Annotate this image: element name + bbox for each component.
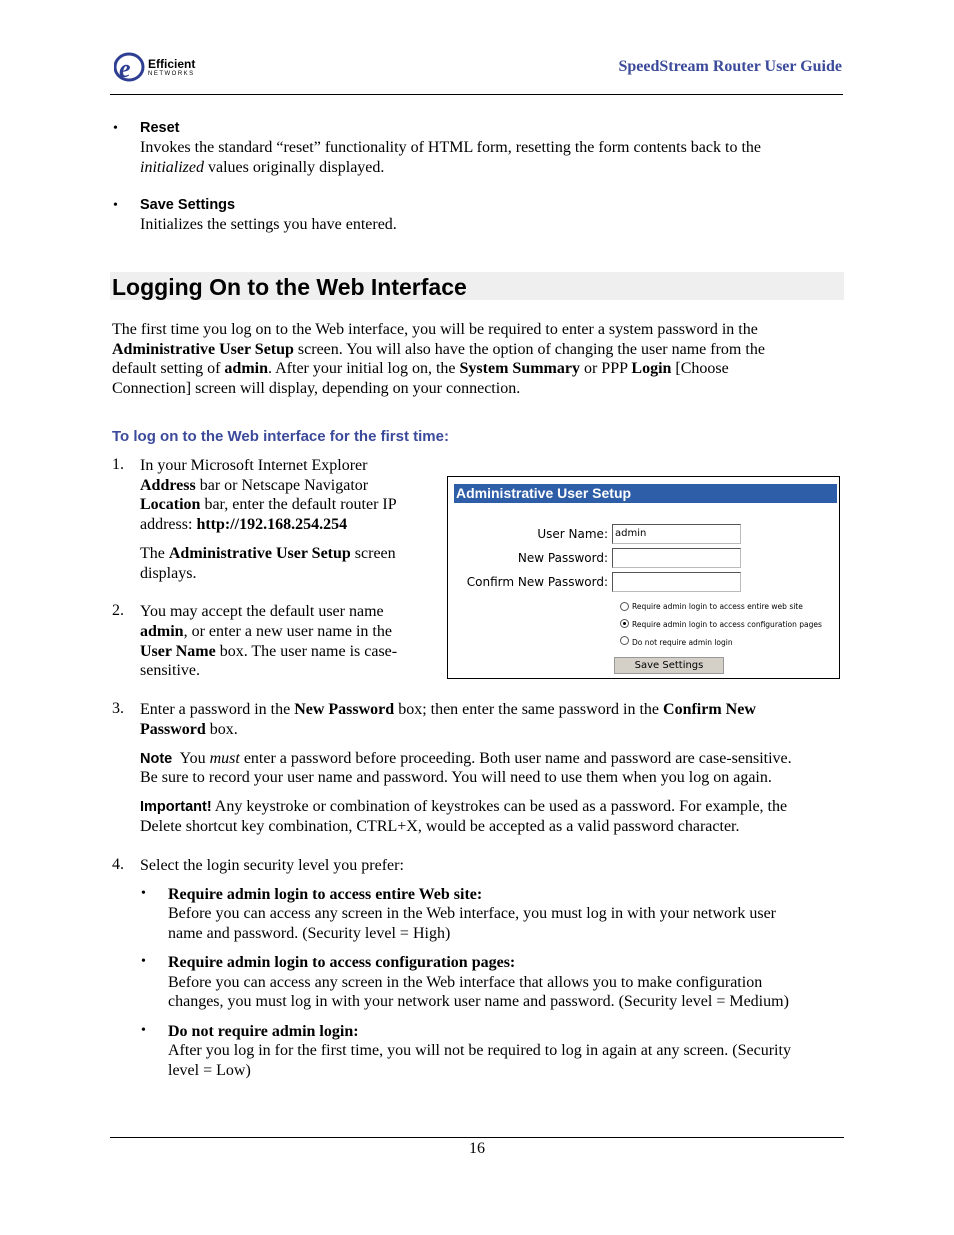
note-line1: Note You must enter a password before proceeding. Both user name and password are case-sensitive.	[140, 750, 792, 767]
footer-divider	[110, 1137, 844, 1138]
bullet-text-reset-line2: initialized values originally displayed.	[140, 159, 385, 176]
note-label: Note	[140, 751, 173, 767]
step1-line2: Address bar or Netscape Navigator	[140, 477, 369, 494]
step3-line1: Enter a password in the New Password box; then enter the same password in the Confirm New	[140, 701, 756, 718]
bullet-text-reset-line1: Invokes the standard “reset” functionality of HTML form, resetting the form contents back to the	[140, 139, 761, 156]
option-title-medium: Require admin login to access configuration pages:	[168, 954, 516, 971]
radio-label-no-admin-login: Do not require admin login	[632, 638, 733, 647]
admin-user-setup-panel	[447, 476, 840, 679]
bullet-dot: •	[113, 121, 118, 136]
bullet-dot: •	[113, 198, 118, 213]
username-label: User Name:	[537, 527, 608, 541]
option-text-low-line1: After you log in for the first time, you will not be required to log in again at any screen. (Security	[168, 1042, 791, 1059]
option-text-high-line1: Before you can access any screen in the Web interface, you must log in with your network user	[168, 905, 776, 922]
procedure-heading: To log on to the Web interface for the first time:	[112, 428, 449, 445]
step-number: 3.	[112, 700, 124, 717]
bullet-title-save-settings: Save Settings	[140, 197, 236, 213]
step2-line1: You may accept the default user name	[140, 603, 384, 620]
step1-para2-line1: The Administrative User Setup screen	[140, 545, 396, 562]
option-title-low: Do not require admin login:	[168, 1023, 359, 1040]
bullet-title-reset: Reset	[140, 120, 180, 136]
option-text-medium-line2: changes, you must log in with your network user name and password. (Security level = Medium)	[168, 993, 789, 1010]
radio-require-entire-site[interactable]	[620, 602, 629, 611]
username-input[interactable]: admin	[612, 524, 741, 544]
bullet-text-save-settings: Initializes the settings you have entered.	[140, 216, 397, 233]
new-password-label: New Password:	[517, 551, 608, 565]
e-logo-icon	[114, 51, 148, 83]
confirm-password-input[interactable]	[612, 572, 741, 592]
option-text-low-line2: level = Low)	[168, 1062, 251, 1079]
step-number: 1.	[112, 456, 124, 473]
important-line2: Delete shortcut key combination, CTRL+X, would be accepted as a valid password character.	[140, 818, 740, 835]
radio-label-config-pages: Require admin login to access configuration pages	[632, 620, 822, 629]
step4-text: Select the login security level you prefer:	[140, 857, 404, 874]
intro-line-1: The first time you log on to the Web interface, you will be required to enter a system password in the	[112, 321, 758, 338]
header-divider	[110, 94, 843, 95]
radio-no-admin-login[interactable]	[620, 636, 629, 645]
bullet-dot: •	[141, 954, 146, 969]
efficient-networks-logo	[114, 50, 214, 84]
bullet-dot: •	[141, 1023, 146, 1038]
intro-line-4: Connection] screen will display, depending on your connection.	[112, 380, 521, 397]
svg-text:e: e	[119, 54, 131, 83]
important-line1: Important! Any keystroke or combination of keystrokes can be used as a password. For example, the	[140, 798, 788, 815]
guide-title: SpeedStream Router User Guide	[618, 58, 842, 75]
radio-label-entire-site: Require admin login to access entire web site	[632, 602, 803, 611]
bullet-dot: •	[141, 886, 146, 901]
step1-line4: address: http://192.168.254.254	[140, 516, 348, 533]
logo-text-networks: NETWORKS	[148, 71, 195, 77]
page-number: 16	[469, 1140, 485, 1157]
confirm-password-label: Confirm New Password:	[466, 575, 608, 589]
step2-line4: sensitive.	[140, 662, 200, 679]
logo-text-efficient: Efficient	[148, 57, 196, 71]
step2-line2: admin, or enter a new user name in the	[140, 623, 392, 640]
step1-line1: In your Microsoft Internet Explorer	[140, 457, 368, 474]
save-settings-button[interactable]: Save Settings	[614, 657, 724, 674]
note-line2: Be sure to record your user name and password. You will need to use them when you log on again.	[140, 769, 772, 786]
option-title-high: Require admin login to access entire Web site:	[168, 886, 483, 903]
step1-para2-line2: displays.	[140, 565, 197, 582]
step-number: 4.	[112, 856, 124, 873]
option-text-medium-line1: Before you can access any screen in the Web interface that allows you to make configuration	[168, 974, 763, 991]
option-text-high-line2: name and password. (Security level = High)	[168, 925, 451, 942]
step2-line3: User Name box. The user name is case-	[140, 643, 398, 660]
intro-line-2: Administrative User Setup screen. You will also have the option of changing the user name from the	[112, 341, 765, 358]
step3-line2: Password box.	[140, 721, 238, 738]
new-password-input[interactable]	[612, 548, 741, 568]
important-label: Important!	[140, 799, 212, 815]
intro-line-3: default setting of admin. After your initial log on, the System Summary or PPP Login [Choose	[112, 360, 729, 377]
section-heading: Logging On to the Web Interface	[110, 272, 844, 300]
step-number: 2.	[112, 602, 124, 619]
panel-title-bar: Administrative User Setup	[454, 484, 837, 503]
step1-line3: Location bar, enter the default router IP	[140, 496, 397, 513]
radio-require-config-pages[interactable]	[620, 619, 629, 628]
